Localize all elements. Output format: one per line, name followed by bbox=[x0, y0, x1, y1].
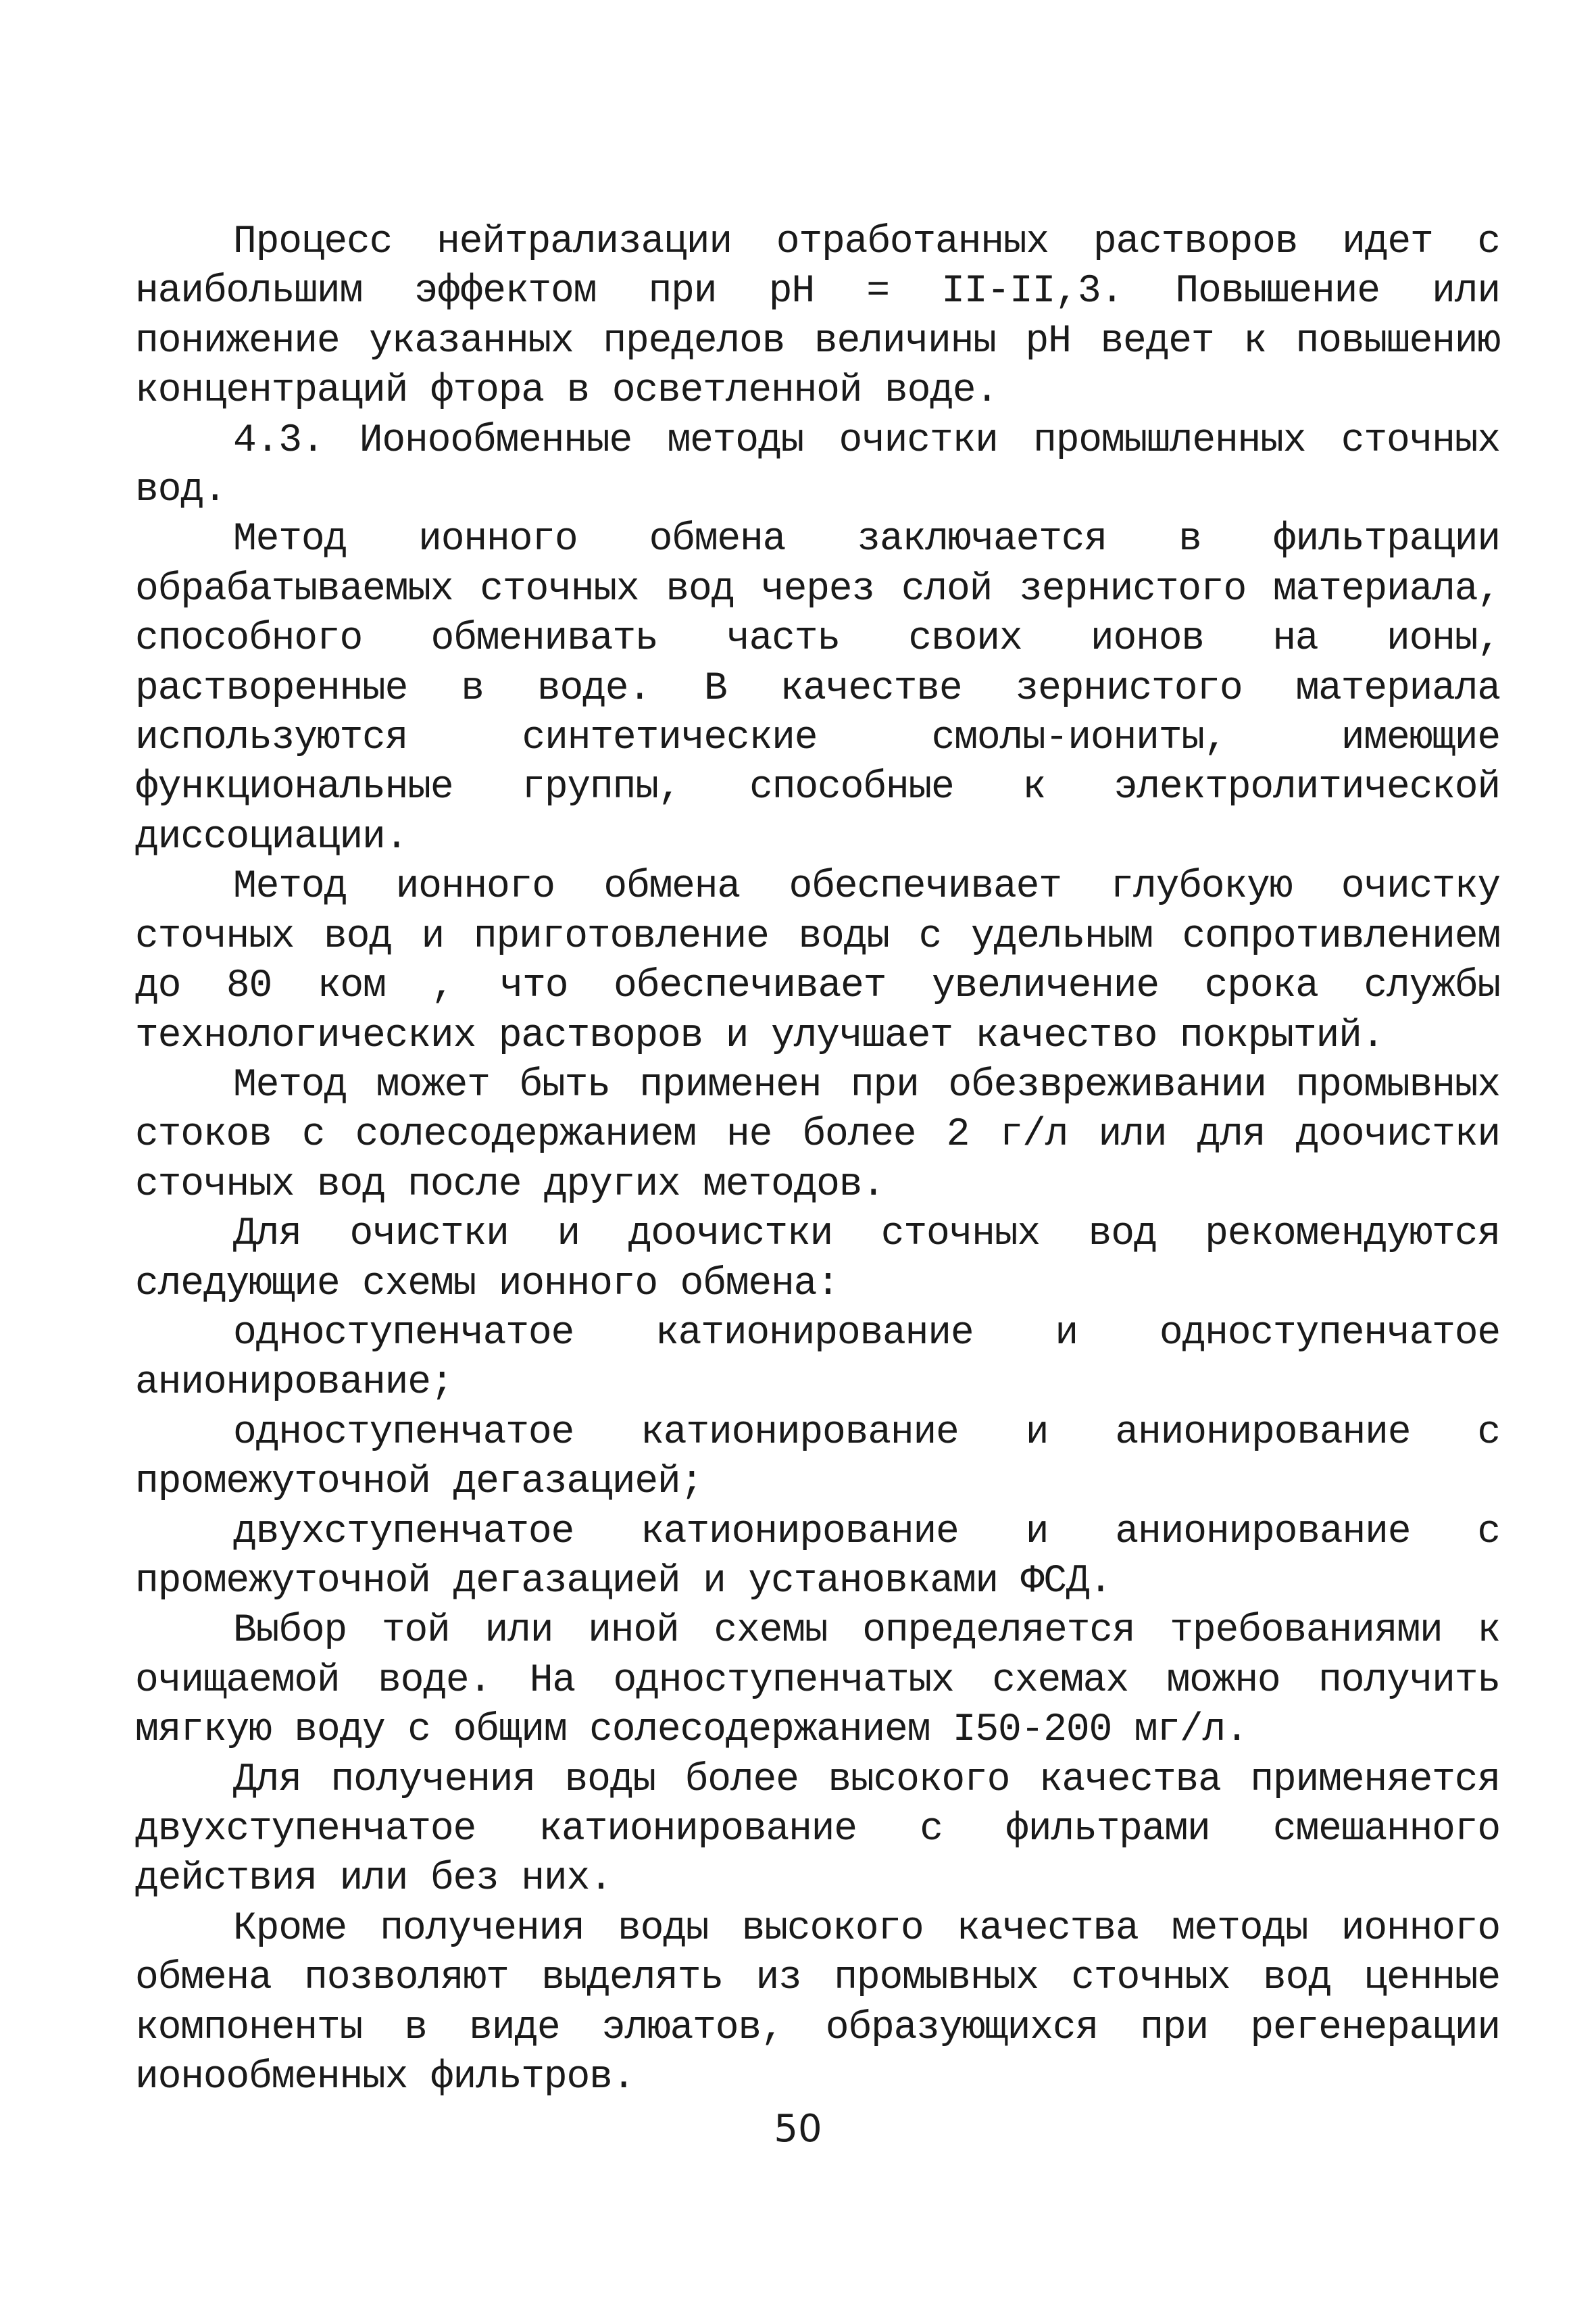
body-text bbox=[135, 218, 1500, 2102]
paragraph-scheme-choice: Выбор той или иной схемы определяется требованиями к очищаемой воде. На одноступенчатых схемах можно получить мягкую воду с общим солесодержанием I50-200 мг/л. bbox=[135, 1609, 1500, 1753]
section-heading-4-3: 4.3. Ионообменные методы очистки промышленных сточных вод. bbox=[135, 418, 1500, 513]
paragraph-schemes-intro: Для очистки и доочистки сточных вод рекомендуются следующие схемы ионного обмена: bbox=[135, 1212, 1500, 1306]
paragraph-high-quality: Для получения воды более высокого качества применяется двухступенчатое катионирование с фильтрами смешанного действия или без них. bbox=[135, 1758, 1500, 1901]
paragraph-deep-purification: Метод ионного обмена обеспечивает глубокую очистку сточных вод и приготовление воды с удельным сопротивлением до 80 ком , что обеспечивает увеличение срока службы технологических растворов и улучшает качество покрытий. bbox=[135, 865, 1500, 1058]
list-item-scheme-1: одноступенчатое катионирование и одноступенчатое анионирование; bbox=[135, 1311, 1500, 1405]
paragraph-eluates: Кроме получения воды высокого качества методы ионного обмена позволяют выделять из промывных сточных вод ценные компоненты в виде элюатов, образующихся при регенерации ионообменных фильтров. bbox=[135, 1906, 1500, 2100]
paragraph-ion-exchange-method: Метод ионного обмена заключается в фильтрации обрабатываемых сточных вод через слой зернистого материала, способного обменивать часть своих ионов на ионы, растворенные в воде. В качестве зернистого материала используются синтетические смолы-иониты, имеющие функциональные группы, способные к электролитической диссоциации. bbox=[135, 518, 1500, 860]
paragraph-neutralization: Процесс нейтрализации отработанных растворов идет с наибольшим эффектом при pH = II-II,3. Повышение или понижение указанных пределов величины pH ведет к повышению концентраций фтора в осветленной воде. bbox=[135, 220, 1500, 414]
list-item-scheme-3: двухступенчатое катионирование и анионирование с промежуточной дегазацией и установками ФСД. bbox=[135, 1510, 1500, 1603]
paragraph-application: Метод может быть применен при обезвреживании промывных стоков с солесодержанием не более 2 г/л или для доочистки сточных вод после других методов. bbox=[135, 1063, 1500, 1207]
page-number: 50 bbox=[774, 2107, 822, 2151]
list-item-scheme-2: одноступенчатое катионирование и анионирование с промежуточной дегазацией; bbox=[135, 1410, 1500, 1505]
